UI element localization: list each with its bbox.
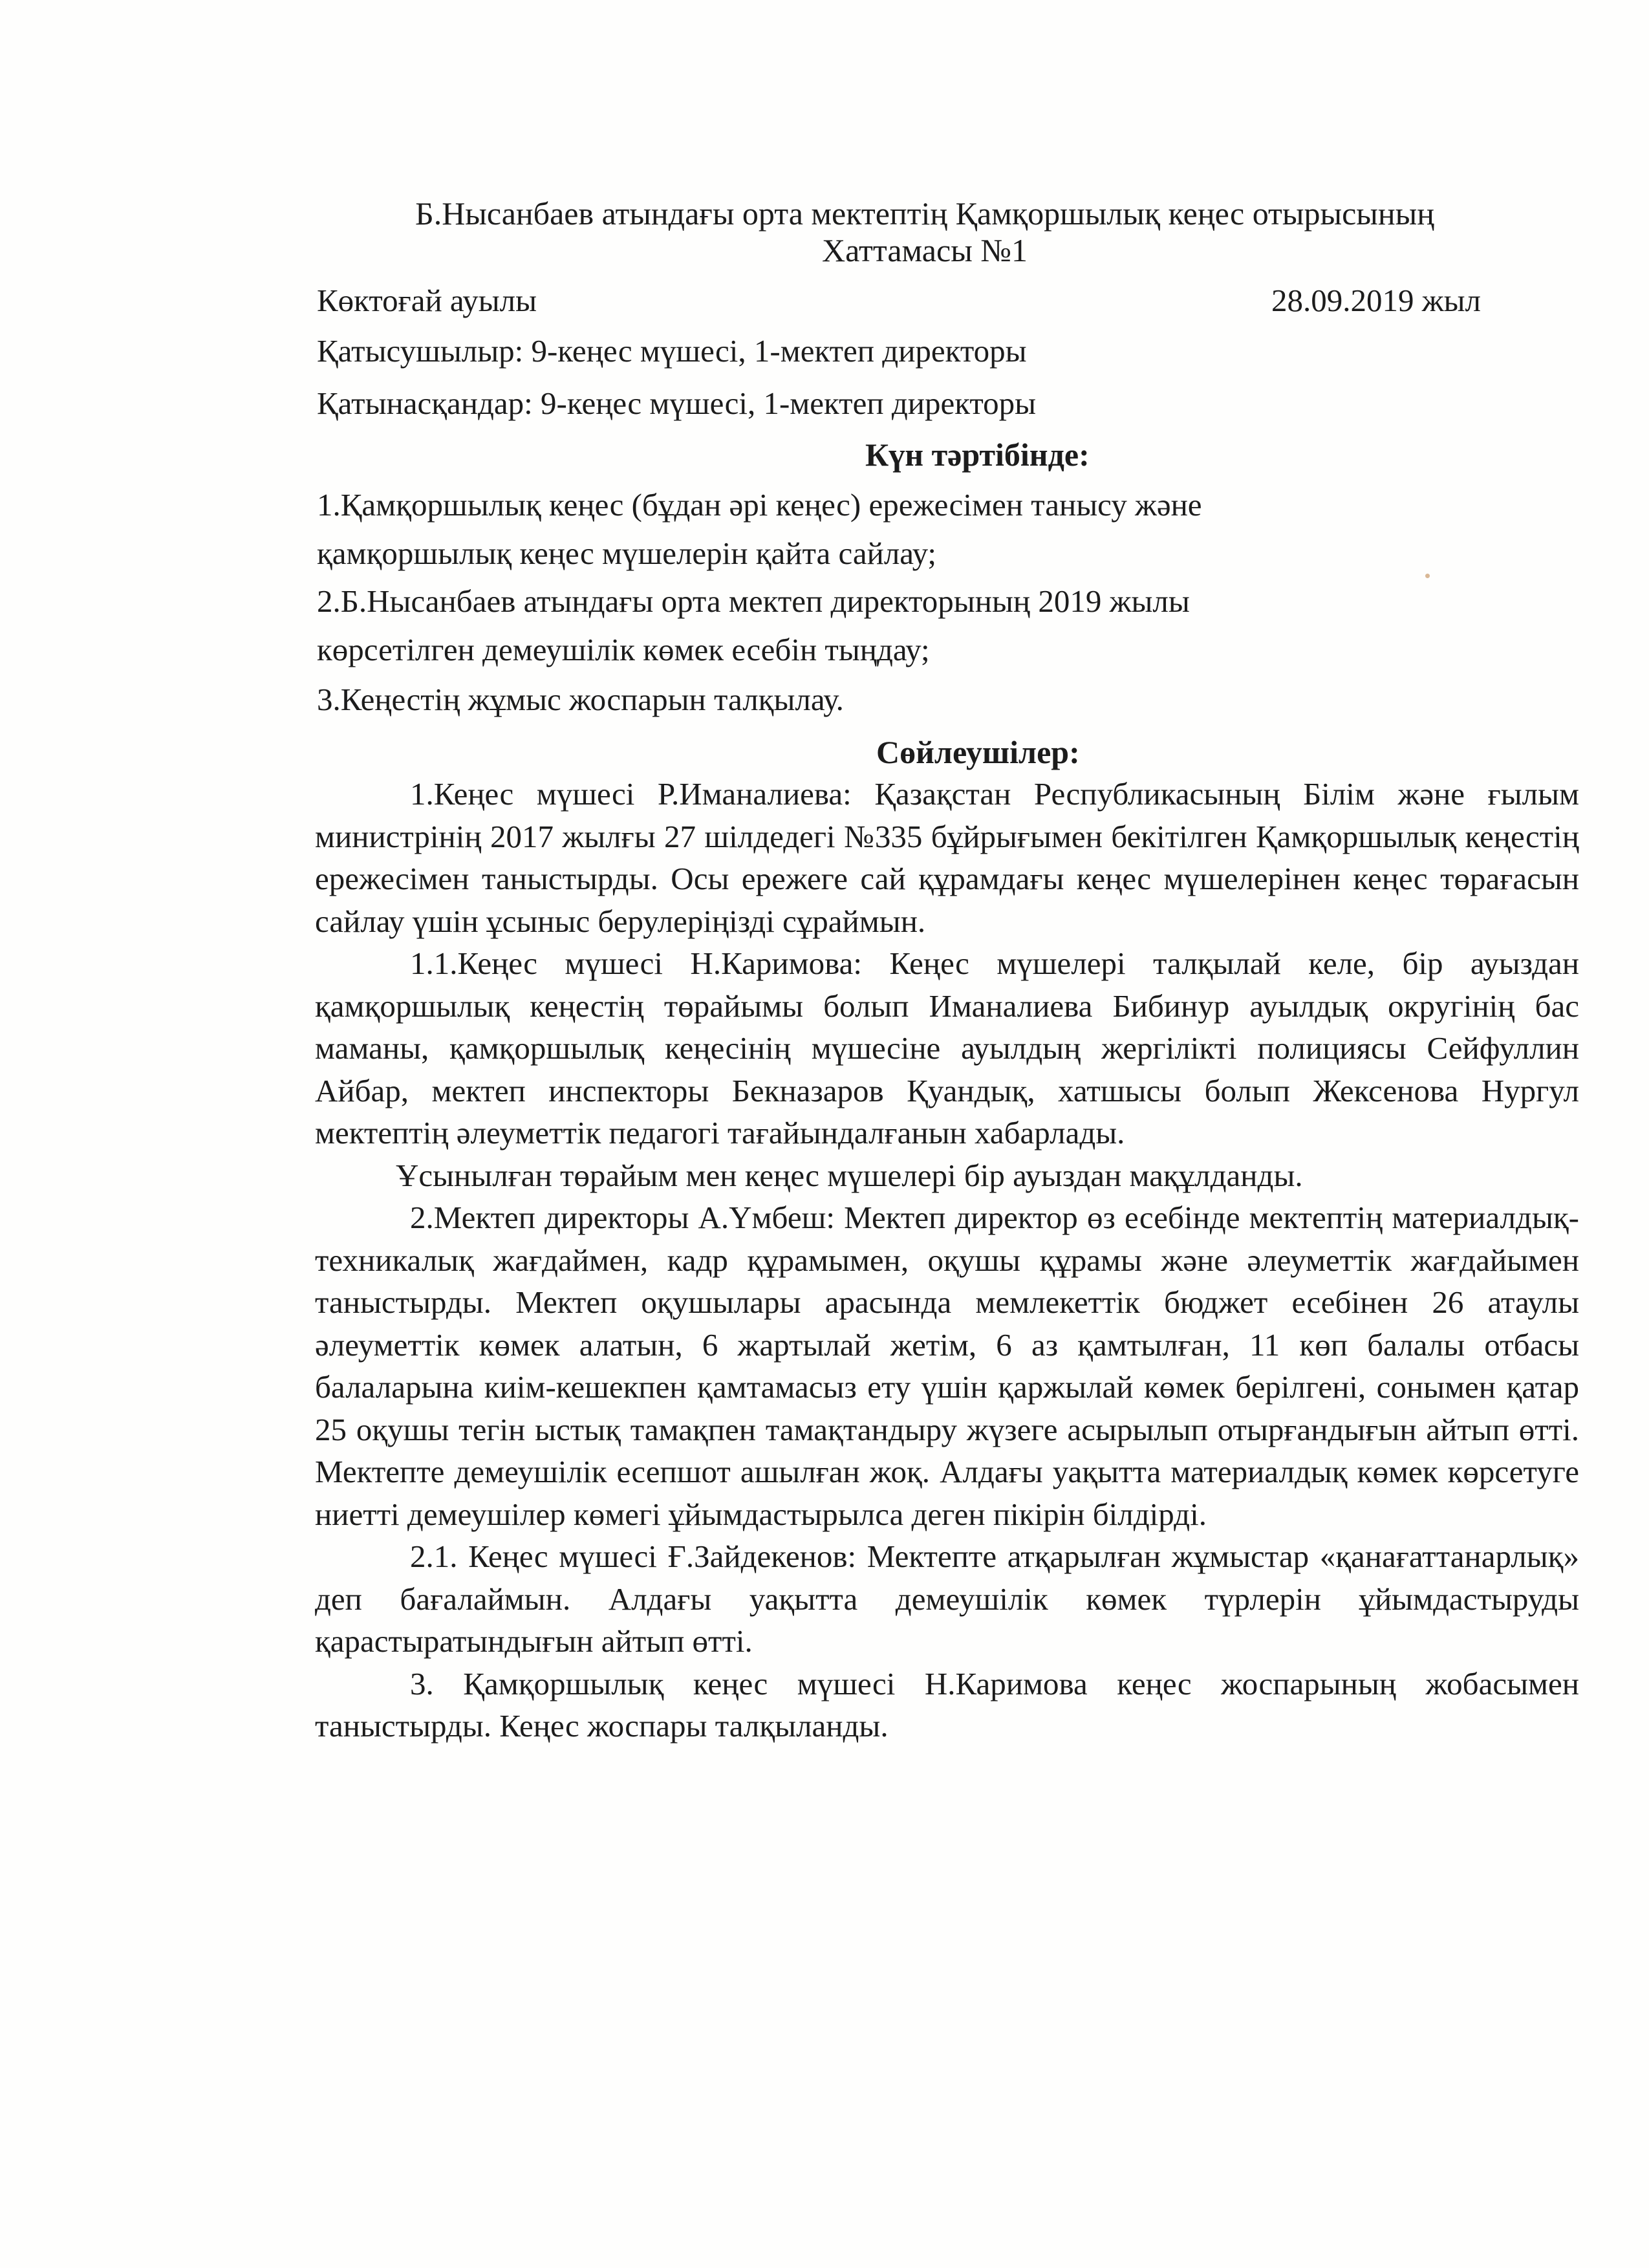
agenda-line: көрсетілген демеушілік көмек есебін тыңдау; (317, 632, 930, 667)
agenda-line: 1.Қамқоршылық кеңес (бұдан әрі кеңес) ережесімен танысу және (317, 487, 1202, 523)
agenda-line: 2.Б.Нысанбаев атындағы орта мектеп директорының 2019 жылы (317, 583, 1190, 619)
attendees-line: Қатынасқандар: 9-кеңес мүшесі, 1-мектеп директоры (317, 385, 1037, 421)
place-label: Көктоғай ауылы (317, 283, 537, 318)
speaker-paragraph: 2.1. Кеңес мүшесі Ғ.Зайдекенов: Мектепте атқарылған жұмыстар «қанағаттанарлық» деп бағалаймын. Алдағы уақытта демеушілік көмек түрлерін ұйымдастыруды қарастыратындығын айтып өтті. (315, 1539, 1579, 1659)
agenda-line: 3.Кеңестің жұмыс жоспарын талқылау. (317, 682, 844, 717)
approval-paragraph: Ұсынылған төрайым мен кеңес мүшелері бір ауыздан мақұлданды. (396, 1157, 1303, 1193)
speaker-paragraph: 1.Кеңес мүшесі Р.Иманалиева: Қазақстан Республикасының Білім және ғылым министрінің 2017 жылғы 27 шілдедегі №335 бұйрығымен бекітілген Қамқоршылық кеңестің ережесімен таныстырды. Осы ережеге сай құрамдағы кеңес мүшелерінен кеңес төрағасын сайлау үшін ұсыныс берулеріңізді сұраймын. (315, 776, 1579, 939)
speaker-paragraph: 1.1.Кеңес мүшесі Н.Каримова: Кеңес мүшелері талқылай келе, бір ауыздан қамқоршылық кеңестің төрайымы болып Иманалиева Бибинур ауылдық округінің бас маманы, қамқоршылық кеңесінің мүшесіне ауылдың жергілікті полициясы Сейфуллин Айбар, мектеп инспекторы Бекназаров Қуандық, хатшысы болып Жексенова Нургул мектептің әлеуметтік педагогі тағайындалғанын хабарлады. (315, 945, 1579, 1150)
document-date: 28.09.2019 жыл (1271, 283, 1481, 318)
document-title-line1: Б.Нысанбаев атындағы орта мектептің Қамқоршылық кеңес отырысының (415, 195, 1434, 232)
paper-speck (1425, 574, 1430, 578)
speakers-section (315, 773, 1579, 1747)
speakers-heading: Сөйлеушілер: (876, 734, 1080, 770)
speaker-paragraph: 2.Мектеп директоры А.Үмбеш: Мектеп директор өз есебінде мектептің материалдық-техникалық жағдаймен, кадр құрамымен, оқушы құрамы және әлеуметтік жағдайымен таныстырды. Мектеп оқушылары арасында мемлекеттік бюджет есебінен 26 атаулы әлеуметтік көмек алатын, 6 жартылай жетім, 6 аз қамтылған, 11 көп балалы отбасы балаларына киім-кешекпен қамтамасыз ету үшін қаржылай көмек берілгені, сонымен қатар 25 оқушы тегін ыстық тамақпен тамақтандыру жүзеге асырылып отырғандығын айтып өтті. Мектепте демеушілік есепшот ашылған жоқ. Алдағы уақытта материалдық көмек көрсетуге ниетті демеушілер көмегі ұйымдастырылса деген пікірін білдірді. (315, 1200, 1579, 1532)
agenda-line: қамқоршылық кеңес мүшелерін қайта сайлау; (317, 535, 937, 571)
document-title-line2: Хаттамасы №1 (822, 232, 1028, 268)
agenda-heading: Күн тәртібінде: (865, 437, 1090, 473)
speaker-paragraph: 3. Қамқоршылық кеңес мүшесі Н.Каримова кеңес жоспарының жобасымен таныстырды. Кеңес жоспары талқыланды. (315, 1665, 1579, 1744)
participants-line: Қатысушылыр: 9-кеңес мүшесі, 1-мектеп директоры (317, 333, 1027, 369)
